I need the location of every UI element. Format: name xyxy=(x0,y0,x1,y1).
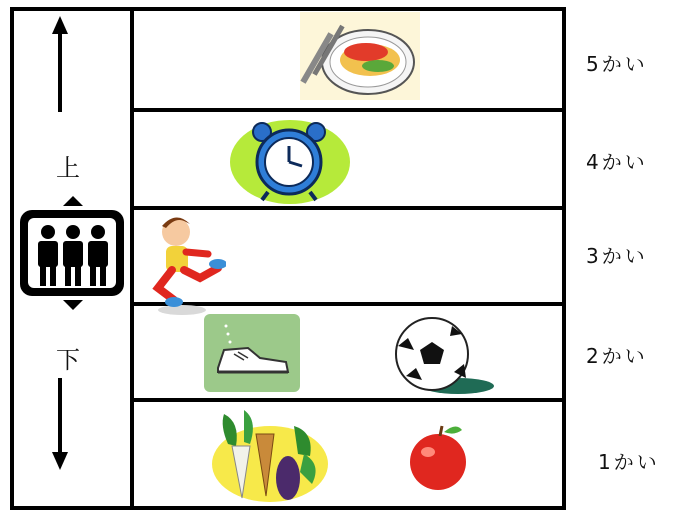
floor-label-5: 5かい xyxy=(586,52,648,76)
down-label: 下 xyxy=(56,346,80,374)
apple-icon[interactable] xyxy=(406,422,472,492)
vegetables-icon[interactable] xyxy=(204,406,328,506)
soccer-ball-icon[interactable] xyxy=(392,316,496,396)
up-label: 上 xyxy=(56,154,80,182)
meal-plate-icon[interactable] xyxy=(300,12,420,100)
elevator-icon[interactable] xyxy=(18,194,128,312)
running-boy-icon[interactable] xyxy=(146,208,226,318)
down-arrow-icon xyxy=(48,376,72,472)
floor-label-2: 2かい xyxy=(586,344,648,368)
floor-label-4: 4かい xyxy=(586,150,648,174)
up-arrow-icon xyxy=(48,14,72,114)
sneaker-icon[interactable] xyxy=(204,314,300,392)
floor-divider xyxy=(130,108,566,112)
floor-divider xyxy=(130,398,566,402)
floor-label-3: 3かい xyxy=(586,244,648,268)
floor-label-1: 1かい xyxy=(598,450,660,474)
alarm-clock-icon[interactable] xyxy=(228,114,352,206)
